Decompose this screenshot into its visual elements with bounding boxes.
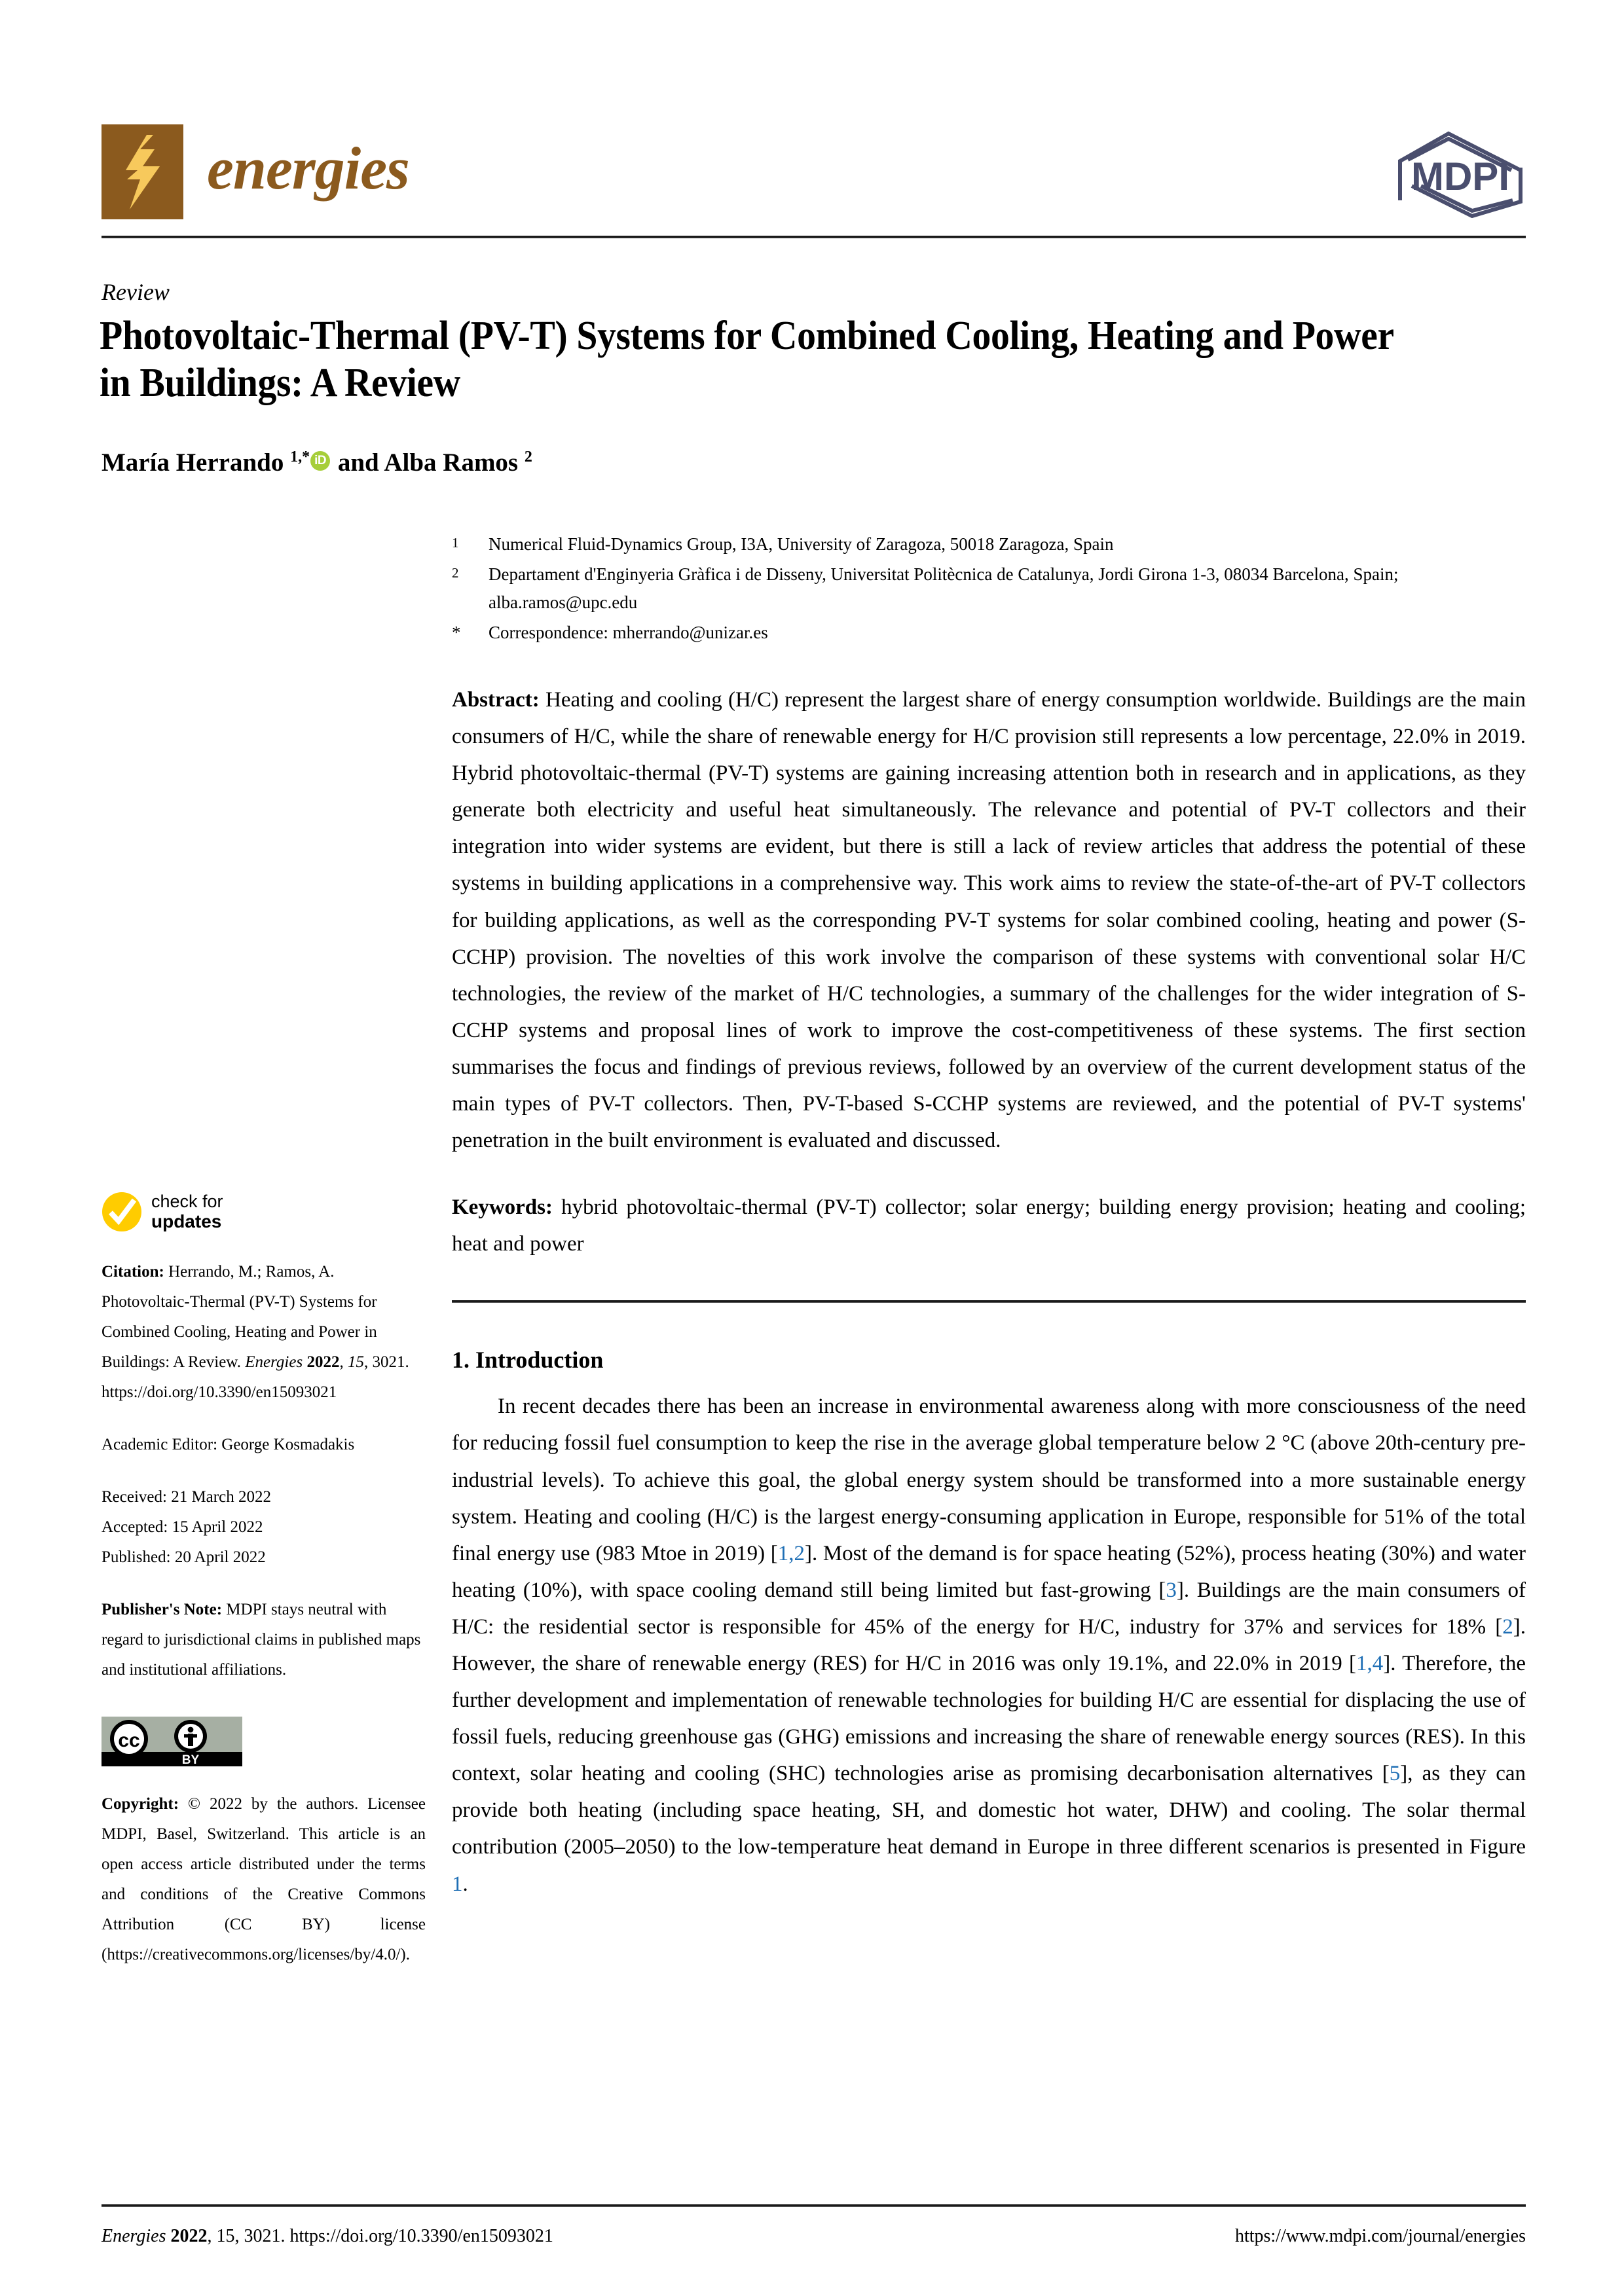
citation-pages: 3021	[372, 1353, 405, 1371]
citation-doi[interactable]: https://doi.org/10.3390/en15093021	[101, 1383, 337, 1401]
author-list	[101, 448, 532, 477]
footer-citation	[101, 2226, 553, 2247]
journal-logo	[101, 124, 409, 219]
check-for-updates-badge[interactable]	[101, 1192, 426, 1232]
author-conjunction: and Alba Ramos	[331, 448, 525, 477]
section-heading-introduction: 1. Introduction	[452, 1347, 604, 1374]
intro-text-part-3: ]. Buildings are the main consumers of H/C: the residential sector is responsible for 45% of the energy for H/C, industry for 37% and services for 18% [	[452, 1578, 1526, 1639]
affiliations-block	[452, 530, 1526, 647]
keywords-block	[452, 1189, 1526, 1262]
masthead	[101, 124, 1526, 232]
citation-journal: Energies	[245, 1353, 303, 1371]
sidebar	[101, 1192, 426, 1992]
author-2-marks: 2	[524, 448, 532, 465]
affiliation-text: Departament d'Enginyeria Gràfica i de Disseny, Universitat Politècnica de Catalunya, Jordi Girona 1-3, 08034 Barcelona, Spain; alba.ramos@upc.edu	[489, 564, 1399, 613]
academic-editor: Academic Editor: George Kosmadakis	[101, 1436, 355, 1453]
publishers-note-label: Publisher's Note:	[101, 1601, 223, 1618]
keywords-label: Keywords:	[452, 1195, 553, 1220]
section-divider	[452, 1300, 1526, 1303]
abstract-label: Abstract:	[452, 687, 540, 712]
abstract-block	[452, 682, 1526, 1159]
affiliation-marker: 1	[452, 535, 459, 551]
citation-ref-1-4[interactable]: 1,4	[1356, 1652, 1384, 1675]
footer-journal: Energies	[101, 2226, 166, 2246]
affiliation-row	[452, 619, 1526, 647]
by-text: BY	[181, 1753, 200, 1766]
intro-text-part-4: ]. However, the share of renewable energy (RES) for H/C in 2016 was only 19.1%, and 22.0% in 2019 [	[452, 1614, 1526, 1675]
orcid-icon[interactable]: iD	[310, 451, 330, 471]
affiliation-row	[452, 560, 1526, 617]
copyright-block	[101, 1789, 426, 1970]
correspondence-marker: *	[452, 623, 461, 643]
footer-divider	[101, 2204, 1526, 2207]
correspondence-text: Correspondence: mherrando@unizar.es	[489, 623, 768, 643]
cfu-line-1: check for	[151, 1192, 223, 1212]
article-type-label: Review	[101, 279, 170, 305]
author-1-marks: 1,*	[290, 448, 310, 465]
citation-body: Herrando, M.; Ramos, A. Photovoltaic-Thermal (PV-T) Systems for Combined Cooling, Heating and Power in Buildings: A Review.	[101, 1263, 377, 1371]
copyright-text: © 2022 by the authors. Licensee MDPI, Basel, Switzerland. This article is an open access article distributed under the terms and conditions of the Creative Commons Attribution (CC BY) license (https://creativecommons.org/licenses/by/4.0/).	[101, 1795, 426, 1963]
footer-rest: , 15, 3021. https://doi.org/10.3390/en15093021	[207, 2226, 553, 2246]
citation-year: 2022	[306, 1353, 340, 1371]
page-footer	[101, 2226, 1526, 2247]
creative-commons-by-icon[interactable]	[101, 1717, 242, 1766]
lightning-bolt-icon	[120, 134, 165, 211]
footer-year: 2022	[170, 2226, 208, 2246]
keywords-text: hybrid photovoltaic-thermal (PV-T) collector; solar energy; building energy provision; heating and cooling; heat and power	[452, 1195, 1526, 1256]
introduction-paragraph	[452, 1388, 1526, 1902]
citation-volume: 15	[347, 1353, 364, 1371]
check-circle-icon	[101, 1192, 142, 1232]
published-date: Published: 20 April 2022	[101, 1548, 266, 1566]
citation-ref-1-2[interactable]: 1,2	[777, 1541, 805, 1565]
intro-text-part-5: ]. Therefore, the further development and implementation of renewable technologies for building H/C are essential for displacing the use of fossil fuels, reducing greenhouse gas (GHG) emissions and increasing the share of renewable energy sources (RES). In this context, solar heating and cooling (SHC) technologies arise as promising decarbonisation alternatives [	[452, 1652, 1526, 1786]
citation-block: Citation: Herrando, M.; Ramos, A. Photovoltaic-Thermal (PV-T) Systems for Combined Cooling, Heating and Power in Buildings: A Review. Energies 2022, 15, 3021. https://doi.org/10.3390/en15093021	[101, 1263, 409, 1401]
affiliation-text: Numerical Fluid-Dynamics Group, I3A, University of Zaragoza, 50018 Zaragoza, Spain	[489, 534, 1114, 554]
citation-ref-2[interactable]: 2	[1502, 1614, 1513, 1639]
cc-text: cc	[118, 1730, 140, 1751]
received-date: Received: 21 March 2022	[101, 1488, 271, 1506]
citation-ref-3[interactable]: 3	[1166, 1578, 1177, 1602]
intro-text-part-2: ]. Most of the demand is for space heating (52%), process heating (30%) and water heating (10%), with space cooling demand still being limited but fast-growing [	[452, 1541, 1526, 1602]
publication-dates	[101, 1482, 426, 1573]
figure-ref-1[interactable]: 1	[452, 1872, 463, 1896]
mdpi-logo-icon	[1395, 130, 1526, 218]
intro-text-part-7: .	[462, 1872, 468, 1896]
author-name-1: María Herrando	[101, 448, 291, 477]
affiliation-row	[452, 530, 1526, 559]
main-column	[452, 530, 1526, 1903]
page-title: Photovoltaic-Thermal (PV-T) Systems for Combined Cooling, Heating and Power in Buildings: A Review	[100, 314, 1393, 405]
header-divider	[101, 236, 1526, 238]
journal-title: energies	[207, 134, 409, 202]
intro-text-part-6: ], as they can provide both heating (including space heating, SH, and domestic hot water, DHW) and cooling. The solar thermal contribution (2005–2050) to the low-temperature heat demand in Europe in three different scenarios is presented in Figure	[452, 1762, 1526, 1859]
mdpi-logo-text: MDPI	[1411, 155, 1509, 198]
energies-logo-box	[101, 124, 183, 219]
intro-text-part-1: In recent decades there has been an increase in environmental awareness along with more consciousness of the need for reducing fossil fuel consumption to keep the rise in the average global temperature below 2 °C (above 20th-century pre-industrial levels). To achieve this goal, the global energy system should be transformed into a more sustainable energy system. Heating and cooling (H/C) is the largest energy-consuming application in Europe, responsible for 51% of the total final energy use (983 Mtoe in 2019) [	[452, 1394, 1526, 1565]
citation-ref-5[interactable]: 5	[1389, 1762, 1401, 1786]
affiliation-marker: 2	[452, 564, 459, 581]
publishers-note-text: MDPI stays neutral with regard to jurisdictional claims in published maps and institutional affiliations.	[101, 1601, 421, 1679]
abstract-text: Heating and cooling (H/C) represent the largest share of energy consumption worldwide. Buildings are the main consumers of H/C, while the share of renewable energy for H/C provision still represents a low percentage, 22.0% in 2019. Hybrid photovoltaic-thermal (PV-T) systems are gaining increasing attention both in research and in applications, as they generate both electricity and useful heat simultaneously. The relevance and potential of PV-T collectors and their integration into wider systems are evident, but there is still a lack of review articles that address the potential of these systems in building applications in a comprehensive way. This work aims to review the state-of-the-art of PV-T collectors for building applications, as well as the corresponding PV-T systems for solar combined cooling, heating and power (S-CCHP) provision. The novelties of this work involve the comparison of these systems with conventional solar H/C technologies, the review of the market of H/C technologies, a summary of the challenges for the wider integration of S-CCHP systems and proposal lines of work to improve the cost-competitiveness of these systems. The first section summarises the focus and findings of previous reviews, followed by an overview of the current development status of the main types of PV-T collectors. Then, PV-T-based S-CCHP systems are reviewed, and the potential of PV-T systems' penetration in the built environment is evaluated and discussed.	[452, 687, 1526, 1153]
cfu-line-2: updates	[151, 1211, 222, 1232]
publishers-note	[101, 1595, 426, 1685]
citation-label: Citation:	[101, 1263, 164, 1281]
copyright-label: Copyright:	[101, 1795, 179, 1813]
footer-journal-url[interactable]: https://www.mdpi.com/journal/energies	[1234, 2226, 1526, 2246]
accepted-date: Accepted: 15 April 2022	[101, 1518, 263, 1536]
check-for-updates-text	[151, 1192, 223, 1232]
